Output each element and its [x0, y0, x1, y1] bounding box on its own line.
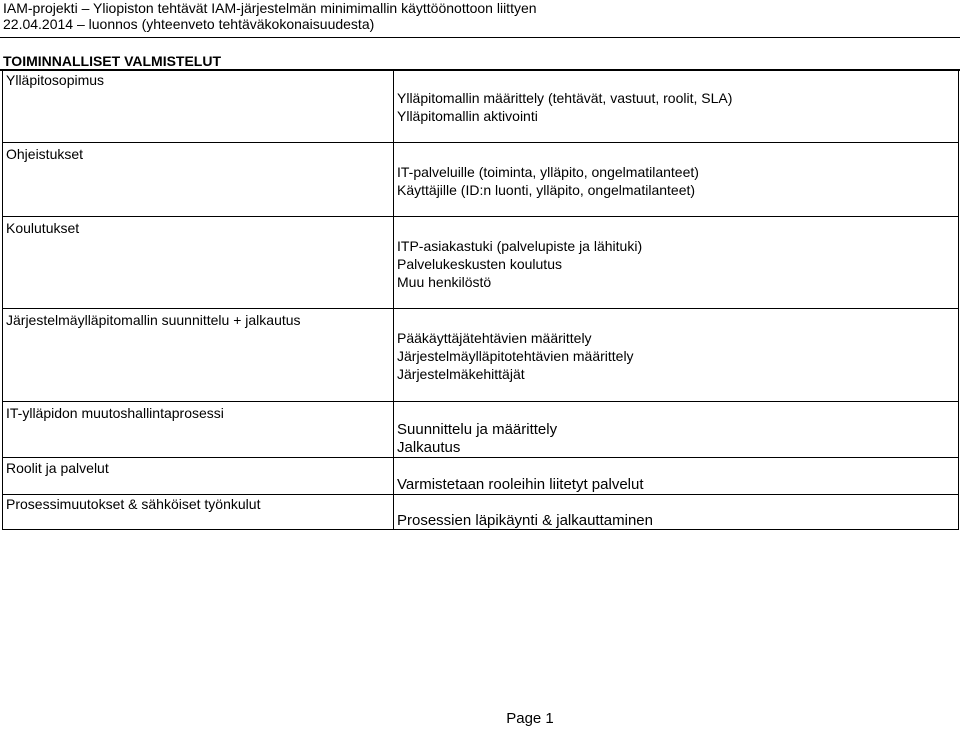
table-row — [2, 70, 959, 142]
table-row — [2, 457, 959, 494]
row-label: Prosessimuutokset & sähköiset työnkulut — [6, 496, 261, 512]
row-label: Ylläpitosopimus — [6, 72, 105, 88]
task-item: Järjestelmäylläpitotehtävien määrittely — [397, 348, 634, 364]
task-item: Suunnittelu ja määrittely — [397, 421, 558, 438]
row-label: IT-ylläpidon muutoshallintaprosessi — [6, 405, 224, 421]
task-item: ITP-asiakastuki (palvelupiste ja lähituki) — [397, 238, 643, 254]
table-row — [2, 401, 959, 457]
row-label: Koulutukset — [6, 220, 80, 236]
row-tasks-cell — [393, 308, 959, 401]
row-label-cell — [2, 494, 393, 530]
row-tasks-cell — [393, 70, 959, 142]
page-number: Page 1 — [506, 710, 554, 727]
row-label-cell — [2, 401, 393, 457]
task-item: Palvelukeskusten koulutus — [397, 256, 562, 272]
row-tasks-cell — [393, 457, 959, 494]
task-table — [2, 70, 959, 530]
row-tasks-cell — [393, 494, 959, 530]
header-divider — [0, 37, 960, 38]
row-label: Ohjeistukset — [6, 146, 84, 162]
task-item: Varmistetaan rooleihin liitetyt palvelut — [397, 476, 644, 493]
table-row — [2, 216, 959, 308]
document-header-line-1: IAM-projekti – Yliopiston tehtävät IAM-järjestelmän minimimallin käyttöönottoon liittyen — [3, 0, 537, 16]
row-label-cell — [2, 216, 393, 308]
table-row — [2, 494, 959, 530]
row-label-cell — [2, 308, 393, 401]
row-tasks-cell — [393, 142, 959, 216]
row-label-cell — [2, 457, 393, 494]
task-item: Käyttäjille (ID:n luonti, ylläpito, ongelmatilanteet) — [397, 182, 696, 198]
row-tasks-cell — [393, 401, 959, 457]
row-tasks-cell — [393, 216, 959, 308]
task-item: Järjestelmäkehittäjät — [397, 366, 525, 382]
row-label: Järjestelmäylläpitomallin suunnittelu + jalkautus — [6, 312, 301, 328]
row-label: Roolit ja palvelut — [6, 460, 109, 476]
task-item: Muu henkilöstö — [397, 274, 492, 290]
task-item: Ylläpitomallin aktivointi — [397, 108, 538, 124]
task-item: Prosessien läpikäynti & jalkauttaminen — [397, 512, 653, 529]
task-item: IT-palveluille (toiminta, ylläpito, ongelmatilanteet) — [397, 164, 699, 180]
document-header-line-2: 22.04.2014 – luonnos (yhteenveto tehtäväkokonaisuudesta) — [3, 16, 375, 32]
row-label-cell — [2, 142, 393, 216]
task-item: Ylläpitomallin määrittely (tehtävät, vastuut, roolit, SLA) — [397, 90, 733, 106]
task-item: Pääkäyttäjätehtävien määrittely — [397, 330, 592, 346]
row-label-cell — [2, 70, 393, 142]
section-title: TOIMINNALLISET VALMISTELUT — [3, 53, 222, 69]
table-row — [2, 142, 959, 216]
task-item: Jalkautus — [397, 439, 461, 456]
table-row — [2, 308, 959, 401]
